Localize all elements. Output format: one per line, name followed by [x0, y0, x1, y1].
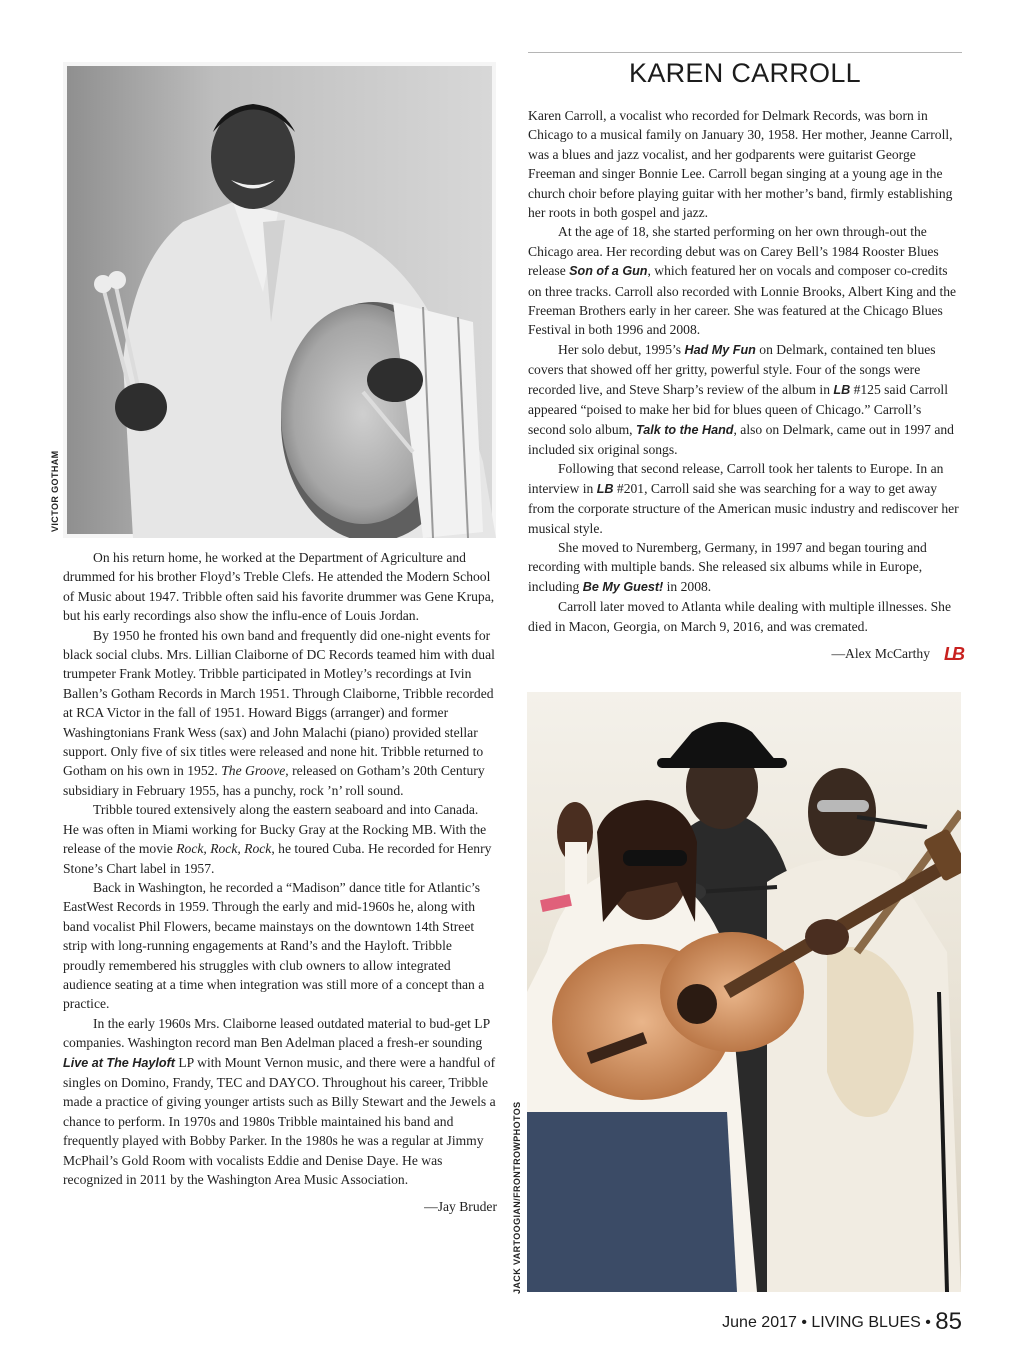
left-byline: —Jay Bruder: [424, 1199, 497, 1215]
left-paragraph-1: On his return home, he worked at the Department of Agriculture and drummed for his brother Floyd’s Treble Clefs. He attended the Modern School of Music about 1947. Tribble often said his favorite drummer was Gene Krupa, but his early recordings also show the influ-ence of Louis Jordan.: [63, 550, 495, 624]
left-article-column: [63, 548, 497, 1217]
right-paragraph-1: Karen Carroll, a vocalist who recorded for Delmark Records, was born in Chicago to a musical family on January 30, 1958. Her mother, Jeanne Carroll, was a blues and jazz vocalist, and her godparents were guitarist George Freeman and singer Bonnie Lee. Carroll began singing at a young age in the church choir before playing guitar with her mother’s band, firmly establishing her roots in both gospel and jazz.: [528, 108, 953, 221]
title-rock-rock-rock: Rock, Rock, Rock: [176, 841, 272, 857]
article-title: KAREN CARROLL: [629, 58, 861, 88]
footer-separator: •: [925, 1314, 931, 1331]
top-rule: [528, 52, 962, 53]
footer-magazine: LIVING BLUES: [811, 1314, 921, 1331]
right-paragraph-2: At the age of 18, she started performing on her own through-out the Chicago area. Her recording debut was on Carey Bell’s 1984 Rooster Blues release Son of a Gun, which featured her on vocals and composer co-credits on three tracks. Carroll also recorded with Lonnie Brooks, Albert King and the Freeman Brothers early in her career. She was featured at the Chicago Blues Festival in both 1996 and 2008.: [528, 224, 957, 338]
right-article-column: [528, 106, 962, 664]
page-number: 85: [935, 1308, 962, 1335]
right-paragraph-4: Following that second release, Carroll took her talents to Europe. In an interview in LB #201, Carroll said she was searching for a way to get away from the corporate structure of the American music industry and rediscover her musical style.: [528, 461, 959, 536]
lb-abbrev: LB: [596, 481, 614, 496]
right-paragraph-3: Her solo debut, 1995’s Had My Fun on Delmark, contained ten blues covers that showed off her gritty, powerful style. Four of the songs were recorded live, and Steve Sharp’s review of the album in LB #125 said Carroll appeared “poised to make her bid for blues queen of Chicago.” Carroll’s second solo album, Talk to the Hand, also on Delmark, came out in 1997 and included six original songs.: [528, 341, 954, 457]
left-paragraph-2: By 1950 he fronted his own band and frequently did one-night events for black social clubs. Mrs. Lillian Claiborne of DC Records teamed him with dual trumpeter Frank Motley. Tribble participated in Motley’s recordings at Ivin Ballen’s Gotham Records in March 1951. Through Claiborne, Tribble recorded at RCA Victor in the fall of 1951. Howard Biggs (arranger) and former Washingtonians Frank Wess (sax) and John Malachi (piano) provided stellar support. Only five of six titles were released and none hit. Tribble returned to Gotham on his own in 1952. The Groove, released on Gotham’s 20th Century subsidiary in February 1955, has a punchy, rock ’n’ roll sound.: [63, 627, 495, 798]
title-son-of-a-gun: Son of a Gun: [569, 264, 648, 279]
title-had-my-fun: Had My Fun: [684, 342, 756, 357]
right-paragraph-5: She moved to Nuremberg, Germany, in 1997 and began touring and recording with multiple bands. She released six albums while in Europe, including Be My Guest! in 2008.: [528, 539, 927, 594]
title-be-my-guest: Be My Guest!: [582, 579, 664, 594]
footer-separator: •: [801, 1314, 807, 1331]
right-paragraph-6: Carroll later moved to Atlanta while dealing with multiple illnesses. She died in Macon, Georgia, on March 9, 2016, and was cremated.: [528, 599, 952, 634]
title-the-groove: The Groove: [221, 763, 286, 779]
photo-karen-carroll-performing: [527, 692, 961, 1292]
photo-credit-left: VICTOR GOTHAM: [50, 450, 60, 532]
right-byline: —Alex McCarthy LB: [831, 643, 962, 664]
left-paragraph-4: Back in Washington, he recorded a “Madison” dance title for Atlantic’s EastWest Records in 1959. Through the early and mid-1960s he, along with band vocalist Phil Flowers, became mainstays on the downtown 14th Street strip with long-running engagements at Rand’s and the Hayloft. Tribble proudly remembered his struggles with club owners to allow integrated audience seating at a time when integration was still more of a concept than a practice.: [63, 879, 485, 1012]
living-blues-end-logo: LB: [944, 643, 962, 664]
page-footer: [722, 1308, 962, 1336]
title-live-at-the-hayloft: Live at The Hayloft: [63, 1055, 175, 1070]
lb-abbrev: LB: [833, 382, 851, 397]
left-paragraph-3: Tribble toured extensively along the eastern seaboard and into Canada. He was often in Miami working for Bucky Gray at the Rocking MB. With the release of the movie Rock, Rock, Rock, he toured Cuba. He recorded for Henry Stone’s Chart label in 1957.: [63, 802, 492, 876]
photo-credit-right: JACK VARTOOGIAN/FRONTROWPHOTOS: [512, 1101, 522, 1294]
title-talk-to-the-hand: Talk to the Hand: [635, 422, 734, 437]
footer-date: June 2017: [722, 1314, 797, 1331]
photo-drummer: [63, 62, 496, 538]
left-paragraph-5: In the early 1960s Mrs. Claiborne leased outdated material to bud-get LP companies. Washington record man Ben Adelman placed a fresh-er sounding Live at The Hayloft LP with Mount Vernon music, and there were a handful of singles on Domino, Frandy, TEC and DAYCO. Throughout his career, Tribble made a practice of giving younger artists such as Billy Stewart and the Jewels a chance to perform. In 1970s and 1980s Tribble maintained his band and frequently played with Bobby Parker. In the 1980s he was a regular at Jimmy McPhail’s Gold Room with vocalists Eddie and Denise Daye. He was recognized in 2011 by the Washington Area Music Association.: [63, 1015, 496, 1187]
